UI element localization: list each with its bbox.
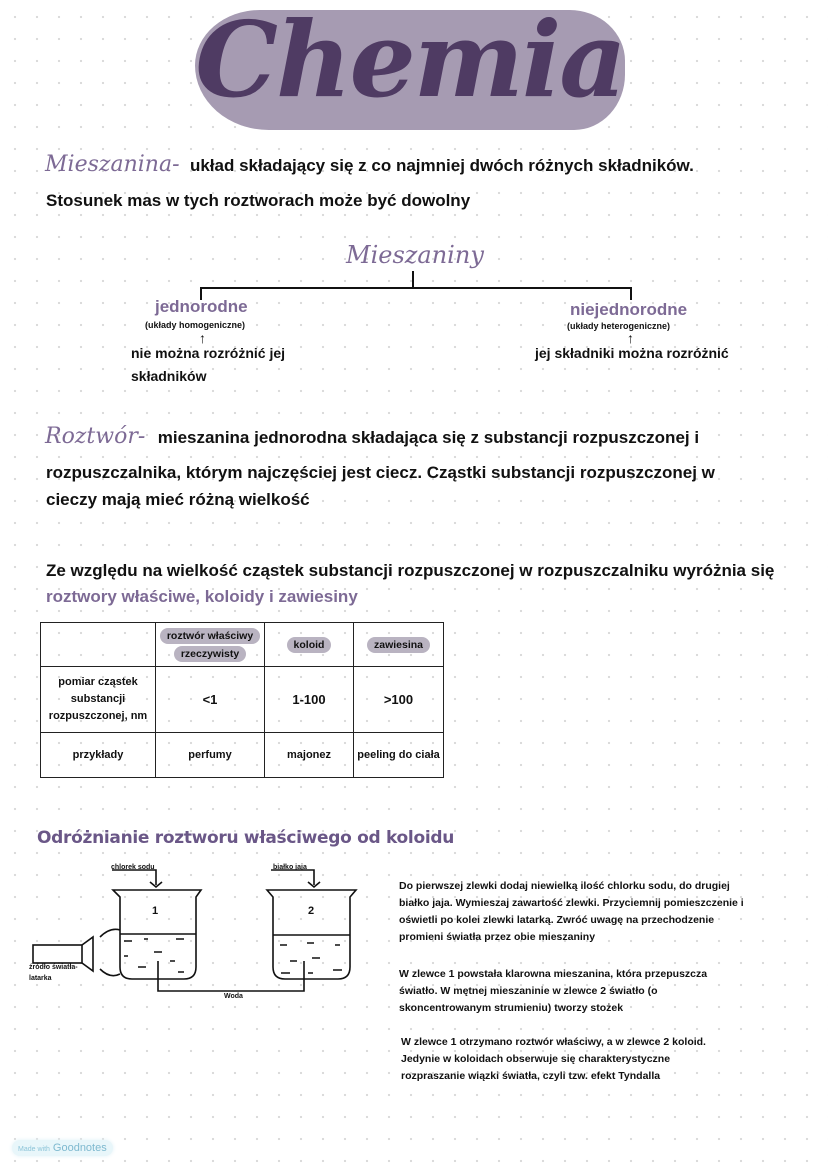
solution-term: Roztwór- bbox=[45, 424, 146, 449]
connector-label: Woda bbox=[224, 993, 243, 1000]
table-cell: majonez bbox=[265, 733, 354, 778]
tree-branch bbox=[200, 287, 632, 289]
classification-line2: roztwory właściwe, koloidy i zawiesiny bbox=[46, 587, 358, 606]
experiment-diagram bbox=[20, 855, 390, 1015]
input-line-1 bbox=[112, 870, 156, 885]
input-line-2 bbox=[271, 870, 314, 885]
light-source-label-2: latarka bbox=[29, 975, 52, 982]
beaker-1-input-label: chlorek sodu bbox=[111, 864, 155, 871]
arrow-up-icon: ↑ bbox=[627, 330, 634, 346]
experiment-observation: W zlewce 1 powstała klarowna mieszanina, która przepuszcza światło. W mętnej mieszaninie w zlewce 2 światło (o skoncentrowanym strumieniu) tworzy stożek bbox=[399, 968, 708, 1014]
table-cell: peeling do ciała bbox=[354, 733, 444, 778]
tree-stem bbox=[412, 271, 414, 288]
beaker-1-label: 1 bbox=[152, 905, 159, 917]
mixture-definition bbox=[45, 152, 694, 177]
homogeneous-sub: (układy homogeniczne) bbox=[145, 320, 246, 330]
table-cell: perfumy bbox=[156, 733, 265, 778]
table-cell: >100 bbox=[354, 667, 444, 733]
mixture-line1: układ składający się z co najmniej dwóch różnych składników. bbox=[189, 156, 694, 175]
table-header-suspension: zawiesina bbox=[354, 623, 444, 667]
table-cell: 1-100 bbox=[265, 667, 354, 733]
comparison-table bbox=[40, 622, 444, 778]
beaker-2-label: 2 bbox=[308, 905, 315, 917]
connector-tube bbox=[158, 961, 304, 991]
table-row bbox=[41, 733, 444, 778]
light-source-label-1: źródło światła- bbox=[29, 964, 78, 971]
title-text: Chemia bbox=[195, 0, 625, 121]
table-header-empty bbox=[41, 623, 156, 667]
solution-line1: mieszanina jednorodna składająca się z substancji rozpuszczonej i bbox=[157, 428, 700, 447]
homogeneous-desc-1: nie można rozróżnić jej bbox=[131, 345, 286, 361]
mixture-line2: Stosunek mas w tych roztworach może być dowolny bbox=[46, 191, 471, 210]
homogeneous-label: jednorodne bbox=[155, 297, 248, 316]
table-cell: <1 bbox=[156, 667, 265, 733]
goodnotes-badge: Made with Goodnotes bbox=[12, 1140, 113, 1156]
table-header-true-solution: roztwór właściwy rzeczywisty bbox=[156, 623, 265, 667]
heterogeneous-desc: jej składniki można rozróżnić bbox=[535, 345, 729, 361]
table-row-label: przykłady bbox=[41, 733, 156, 778]
flashlight-head bbox=[82, 937, 93, 971]
experiment-instructions: Do pierwszej zlewki dodaj niewielką ilość chlorku sodu, do drugiej białko jaja. Wymieszaj zawartość zlewki. Przyciemnij pomieszczenie i oświetli po kolei zlewki latarką. Zwróć uwagę na przechodzenie promieni światła przez obie mieszaniny bbox=[399, 880, 744, 943]
solution-definition bbox=[45, 424, 699, 449]
homogeneous-desc-2: składników bbox=[131, 368, 207, 384]
tree-root: Mieszaniny bbox=[346, 241, 484, 269]
table-row bbox=[41, 667, 444, 733]
goodnotes-brand: Goodnotes bbox=[52, 1142, 107, 1154]
table-header-row bbox=[41, 623, 444, 667]
tree-right-drop bbox=[630, 287, 632, 300]
experiment-heading: Odróżnianie roztworu właściwego od koloidu bbox=[37, 828, 455, 848]
classification-line1: Ze względu na wielkość cząstek substancji rozpuszczonej w rozpuszczalniku wyróżnia się bbox=[46, 561, 775, 580]
beaker-2-input-label: białko jaja bbox=[273, 864, 307, 871]
page-title bbox=[195, 2, 625, 130]
heterogeneous-sub: (układy heterogeniczne) bbox=[567, 321, 671, 331]
mixture-term: Mieszanina- bbox=[45, 152, 180, 177]
table-header-colloid: koloid bbox=[265, 623, 354, 667]
arrow-up-icon: ↑ bbox=[199, 330, 206, 346]
table-row-label: pomiar cząstek substancji rozpuszczonej, nm bbox=[41, 667, 156, 733]
flashlight-body bbox=[33, 945, 82, 963]
heterogeneous-label: niejednorodne bbox=[570, 300, 688, 319]
experiment-conclusion: W zlewce 1 otrzymano roztwór właściwy, a w zlewce 2 koloid. Jedynie w koloidach obserwuje się charakterystyczne rozpraszanie wiązki światła, czyli tzw. efekt Tyndalla bbox=[401, 1036, 706, 1082]
solution-line2: rozpuszczalnika, którym najczęściej jest ciecz. Cząstki substancji rozpuszczonej w bbox=[46, 463, 715, 482]
solution-line3: cieczy mają mieć różną wielkość bbox=[46, 490, 310, 509]
